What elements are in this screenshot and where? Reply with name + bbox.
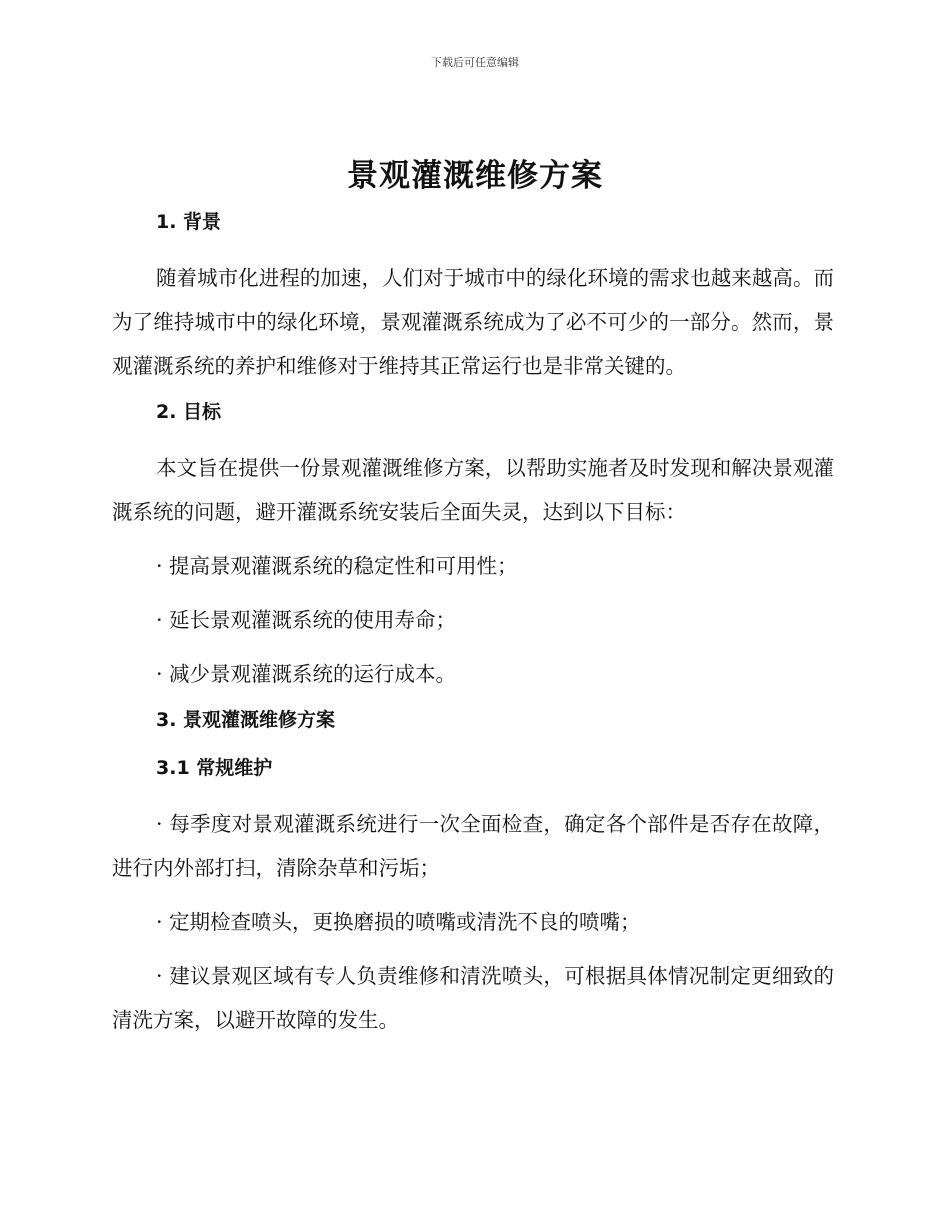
goal-item-stability: · 提高景观灌溉系统的稳定性和可用性；	[156, 554, 518, 578]
document-title: 景观灌溉维修方案	[347, 158, 603, 194]
section-heading-background: 1. 背景	[156, 211, 222, 233]
section-heading-goals: 2. 目标	[156, 401, 222, 423]
section-heading-plan: 3. 景观灌溉维修方案	[156, 709, 336, 731]
maintenance-item-quarterly-inspection: · 每季度对景观灌溉系统进行一次全面检查，确定各个部件是否存在故障，进行内外部打扫，清除杂草和污垢；	[112, 812, 834, 880]
goals-paragraph: 本文旨在提供一份景观灌溉维修方案，以帮助实施者及时发现和解决景观灌溉系统的问题，避开灌溉系统安装后全面失灵，达到以下目标：	[112, 456, 834, 524]
background-paragraph: 随着城市化进程的加速，人们对于城市中的绿化环境的需求也越来越高。而为了维持城市中的绿化环境，景观灌溉系统成为了必不可少的一部分。然而，景观灌溉系统的养护和维修对于维持其正常运行也是非常关键的。	[112, 266, 834, 378]
maintenance-item-nozzle-check: · 定期检查喷头，更换磨损的喷嘴或清洗不良的喷嘴；	[156, 910, 641, 934]
document-body	[112, 200, 834, 1052]
subsection-heading-routine-maintenance: 3.1 常规维护	[156, 757, 273, 779]
goal-item-cost: · 减少景观灌溉系统的运行成本。	[156, 662, 457, 686]
maintenance-item-dedicated-staff: · 建议景观区域有专人负责维修和清洗喷头，可根据具体情况制定更细致的清洗方案，以避开故障的发生。	[112, 964, 834, 1032]
page-header-note: 下载后可任意编辑	[431, 56, 519, 69]
goal-item-lifespan: · 延长景观灌溉系统的使用寿命；	[156, 608, 457, 632]
